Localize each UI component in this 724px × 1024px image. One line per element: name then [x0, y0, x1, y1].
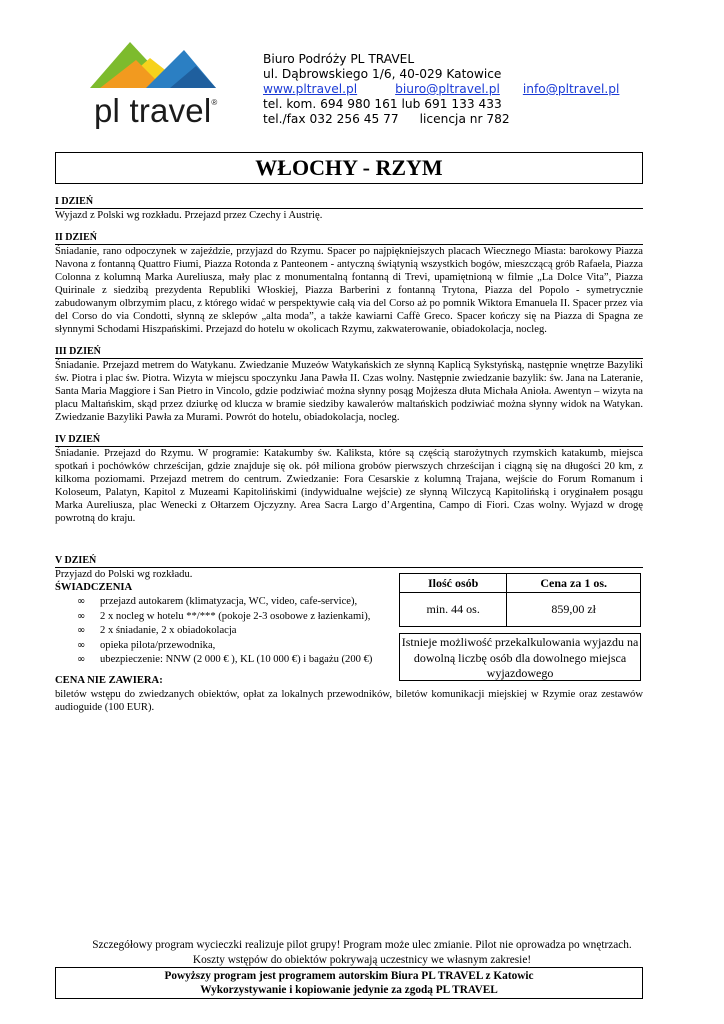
day-2 — [55, 232, 643, 336]
logo-text: pl travel® — [94, 92, 218, 129]
list-item: ∞ opieka pilota/przewodnika, — [55, 639, 643, 654]
mountain-logo-icon — [86, 40, 226, 100]
day-description: Przyjazd do Polski wg rozkładu. — [55, 569, 193, 580]
day-heading: IV DZIEŃ — [55, 434, 643, 447]
infinity-bullet-icon: ∞ — [77, 625, 86, 636]
table-cell-price: 859,00 zł — [507, 593, 641, 627]
copyright-line-2: Wykorzystywanie i kopiowanie jedynie za zgodą PL TRAVEL — [200, 984, 498, 996]
day-heading: II DZIEŃ — [55, 232, 643, 245]
copyright-box — [55, 967, 643, 999]
table-header-price: Cena za 1 os. — [507, 574, 641, 593]
phone-fax-line: tel./fax 032 256 45 77 licencja nr 782 — [263, 112, 510, 126]
day-1 — [55, 196, 643, 222]
day-description: Śniadanie, rano odpoczynek w zajeździe, przyjazd do Rzymu. Spacer po najpiękniejszych placach Wiecznego Miasta: barokowy Piazza Navona z fontanną Quattro Fiumi, Piazza Rotonda z Panteonem - antyczną świątynią wszystkich bogów, mieszczącą grób Rafaela, Piazza Colonna z kolumną Marka Aureliusza, mały plac z monumentalną fontanną di Trevi, upamiętnioną w filmie „La Dolce Vita”, Piazza Quirinale z siedzibą prezydenta Republiki Włoskiej, Piazza Barberini z fontanną Trytona, Piazza del Popolo - symetrycznie zabudowanym olbrzymim placu, z którego widać w perspektywie całą via del Corso aż po pomnik Wiktora Emanuela II. Spacer przez via del Corso do via Condotti, słynną ze sklepów „alta moda”, a także kawiarni Caffè Greco. Spacer kończy się na Piazza di Spagna ze słynnymi Schodami Hiszpańskimi. Przejazd do hotelu w okolicach Rzymu, zakwaterowanie, obiadokolacja, nocleg. — [55, 246, 643, 335]
itinerary — [55, 196, 643, 535]
infinity-bullet-icon: ∞ — [77, 610, 86, 622]
price-table — [399, 573, 641, 627]
included-heading: ŚWIADCZENIA — [55, 582, 133, 593]
table-cell-persons: min. 44 os. — [400, 593, 507, 627]
company-address: ul. Dąbrowskiego 1/6, 40-029 Katowice — [263, 67, 502, 81]
footer-line-1: Szczegółowy program wycieczki realizuje pilot grupy! Program może ulec zmianie. Pilot nie oprowadza po wnętrzach. — [92, 939, 632, 951]
day-4 — [55, 434, 643, 525]
infinity-bullet-icon: ∞ — [77, 596, 86, 607]
footer-note — [30, 938, 694, 968]
website-link[interactable]: www.pltravel.pl — [263, 82, 358, 96]
excluded-heading: CENA NIE ZAWIERA: — [55, 675, 163, 686]
list-item: ∞ ubezpieczenie: NNW (2 000 € ), KL (10 000 €) i bagażu (200 €) — [55, 653, 643, 668]
list-item: ∞ 2 x nocleg w hotelu **/*** (pokoje 2-3 osobowe z łazienkami), — [55, 610, 643, 625]
day-3 — [55, 346, 643, 424]
copyright-line-1: Powyższy program jest programem autorskim Biura PL TRAVEL z Katowic — [164, 970, 534, 982]
company-logo — [86, 40, 226, 132]
day-description: Wyjazd z Polski wg rozkładu. Przejazd przez Czechy i Austrię. — [55, 210, 323, 221]
company-info — [263, 52, 619, 127]
price-note: Istnieje możliwość przekalkulowania wyjazdu na dowolną liczbę osób dla dowolnego miejsca wyjazdowego — [399, 633, 641, 681]
infinity-bullet-icon: ∞ — [77, 654, 86, 665]
page-title: WŁOCHY - RZYM — [55, 152, 643, 184]
email-link-biuro[interactable]: biuro@pltravel.pl — [395, 82, 500, 96]
excluded-text: biletów wstępu do zwiedzanych obiektów, opłat za lokalnych przewodników, biletów komunikacji miejskiej w Rzymie oraz zestawów audioguide (100 EUR). — [55, 688, 643, 713]
company-links — [263, 82, 619, 97]
phone-mobile: tel. kom. 694 980 161 lub 691 133 433 — [263, 97, 502, 111]
day-description: Śniadanie. Przejazd do Rzymu. W programie: Katakumby św. Kaliksta, które są częścią starożytnych rzymskich katakumb, miejsca spotkań i pochówków chrześcijan, gdzie znajduje się ok. pół miliona grobów pierwszych chrześcijan i ciągną się na długości 20 km, z kilkoma poziomami. Przejazd metrem do centrum. Zwiedzanie: Fora Cesarskie z kolumną Trajana, wejście do Forum Romanum i Koloseum, Palatyn, Kapitol z Muzeami Kapitolińskimi (indywidualne wejście) ze słynną Wilczycą Kapitolińską i oryginałem posągu Marka Aureliusza, plac Wenecki z Ołtarzem Ojczyzny. Area Sacra Largo d’Argentina, Campo di Fiori. Czas wolny. Wyjazd w drogę powrotną do kraju. — [55, 448, 643, 524]
excluded-section — [55, 674, 643, 715]
infinity-bullet-icon: ∞ — [77, 639, 86, 651]
day-heading: V DZIEŃ — [55, 555, 643, 568]
license-number: licencja nr 782 — [419, 112, 510, 126]
table-header-persons: Ilość osób — [400, 574, 507, 593]
company-name: Biuro Podróży PL TRAVEL — [263, 52, 415, 66]
email-link-info[interactable]: info@pltravel.pl — [522, 82, 620, 96]
list-item: ∞ 2 x śniadanie, 2 x obiadokolacja — [55, 624, 643, 639]
footer-line-2: Koszty wstępów do obiektów pokrywają uczestnicy we własnym zakresie! — [192, 954, 532, 966]
list-item: ∞ przejazd autokarem (klimatyzacja, WC, video, cafe-service), — [55, 595, 643, 610]
day-heading: III DZIEŃ — [55, 346, 643, 359]
day-description: Śniadanie. Przejazd metrem do Watykanu. Zwiedzanie Muzeów Watykańskich ze słynną Kaplicą Sykstyńską, następnie wnętrze Bazyliki św. Piotra i plac św. Piotra. Wizyta w miejscu spoczynku Jana Pawła II. Czas wolny. Następnie zwiedzanie bazylik: św. Jana na Lateranie, Santa Maria Maggiore i San Pietro in Vincolo, gdzie podziwiać można słynny posąg Mojżesza dłuta Michała Anioła. Awentyn – wizyta na placu Maltańskim, skąd przez dziurkę od klucza w bramie siedziby kawalerów maltańskich podziwiać można słynny widok na Watykan. Zwiedzanie Bazyliki Pawła za Murami. Powrót do hotelu, obiadokolacja, nocleg. — [55, 360, 643, 423]
page-header — [0, 0, 724, 140]
day-heading: I DZIEŃ — [55, 196, 643, 209]
